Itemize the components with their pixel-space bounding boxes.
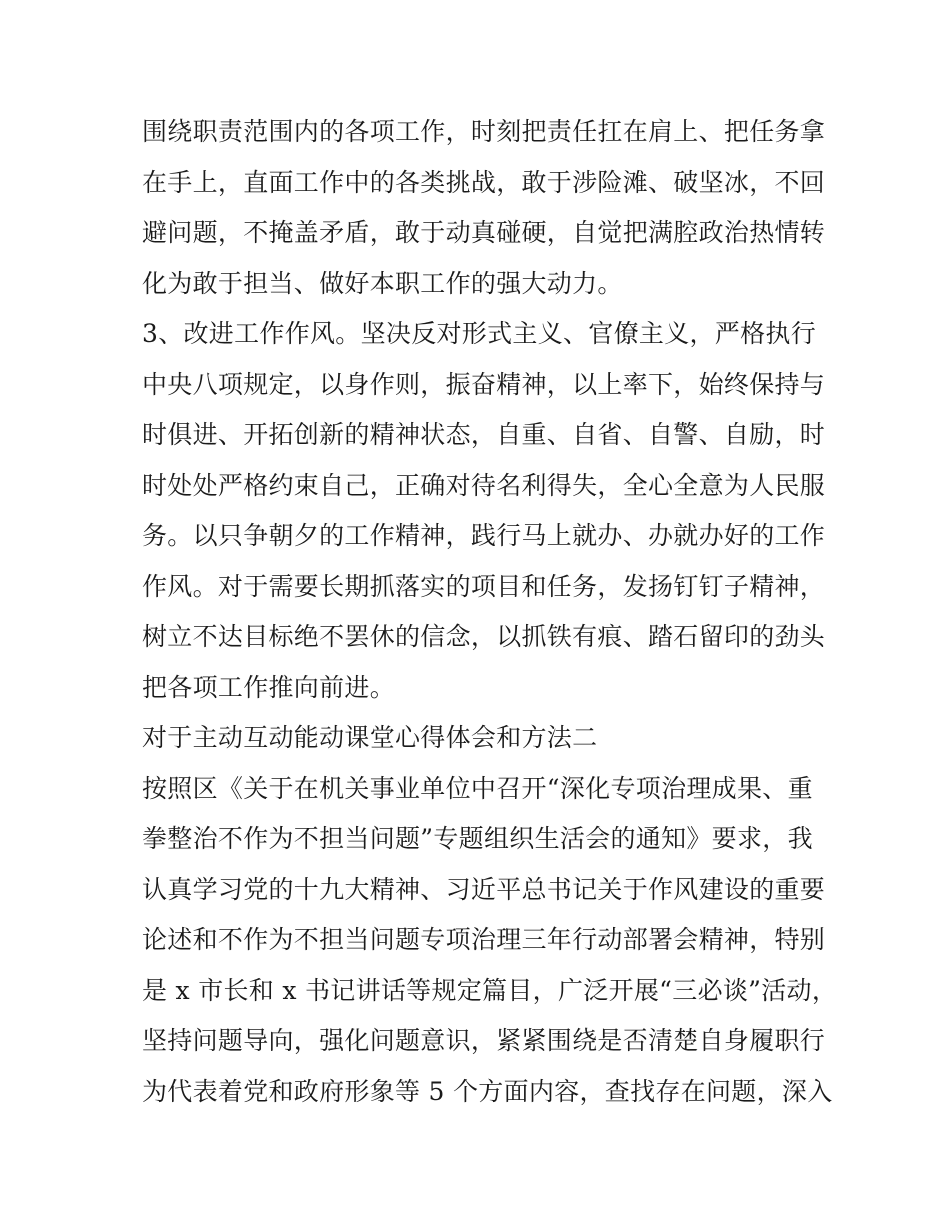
text-line: 围绕职责范围内的各项工作，时刻把责任扛在肩上、把任务拿 (142, 117, 826, 146)
text-line: 避问题，不掩盖矛盾，敢于动真碰硬，自觉把满腔政治热情转 (142, 218, 826, 247)
text-line: 是 x 市长和 x 书记讲话等规定篇目，广泛开展“三必谈”活动， (142, 975, 838, 1005)
text-line: 为代表着党和政府形象等 5 个方面内容，查找存在问题，深入 (142, 1076, 833, 1106)
document-body (142, 107, 838, 1117)
text-line: 务。以只争朝夕的工作精神，践行马上就办、办就办好的工作 (142, 521, 826, 550)
text-line: 作风。对于需要长期抓落实的项目和任务，发扬钉钉子精神， (142, 571, 826, 601)
text-line: 坚持问题导向，强化问题意识，紧紧围绕是否清楚自身履职行 (142, 1026, 826, 1055)
text-line: 按照区《关于在机关事业单位中召开“深化专项治理成果、重 (142, 773, 813, 803)
text-line: 在手上，直面工作中的各类挑战，敢于涉险滩、破坚冰，不回 (142, 167, 826, 197)
text-line: 把各项工作推向前进。 (142, 672, 396, 702)
text-line: 化为敢于担当、做好本职工作的强大动力。 (142, 268, 623, 298)
text-line: 时处处严格约束自己，正确对待名利得失，全心全意为人民服 (142, 470, 826, 500)
text-line: 时俱进、开拓创新的精神状态，自重、自省、自警、自励，时 (142, 420, 826, 449)
text-line: 中央八项规定，以身作则，振奋精神，以上率下，始终保持与 (142, 369, 826, 399)
text-line: 认真学习党的十九大精神、习近平总书记关于作风建设的重要 (142, 874, 826, 904)
text-line: 拳整治不作为不担当问题”专题组织生活会的通知》要求，我 (142, 824, 813, 853)
text-line: 树立不达目标绝不罢休的信念，以抓铁有痕、踏石留印的劲头 (142, 622, 826, 651)
text-line: 论述和不作为不担当问题专项治理三年行动部署会精神，特别 (142, 925, 826, 954)
section-heading-line: 3、改进工作作风。坚决反对形式主义、官僚主义，严格执行 (142, 319, 817, 348)
article-title-line: 对于主动互动能动课堂心得体会和方法二 (142, 723, 598, 752)
